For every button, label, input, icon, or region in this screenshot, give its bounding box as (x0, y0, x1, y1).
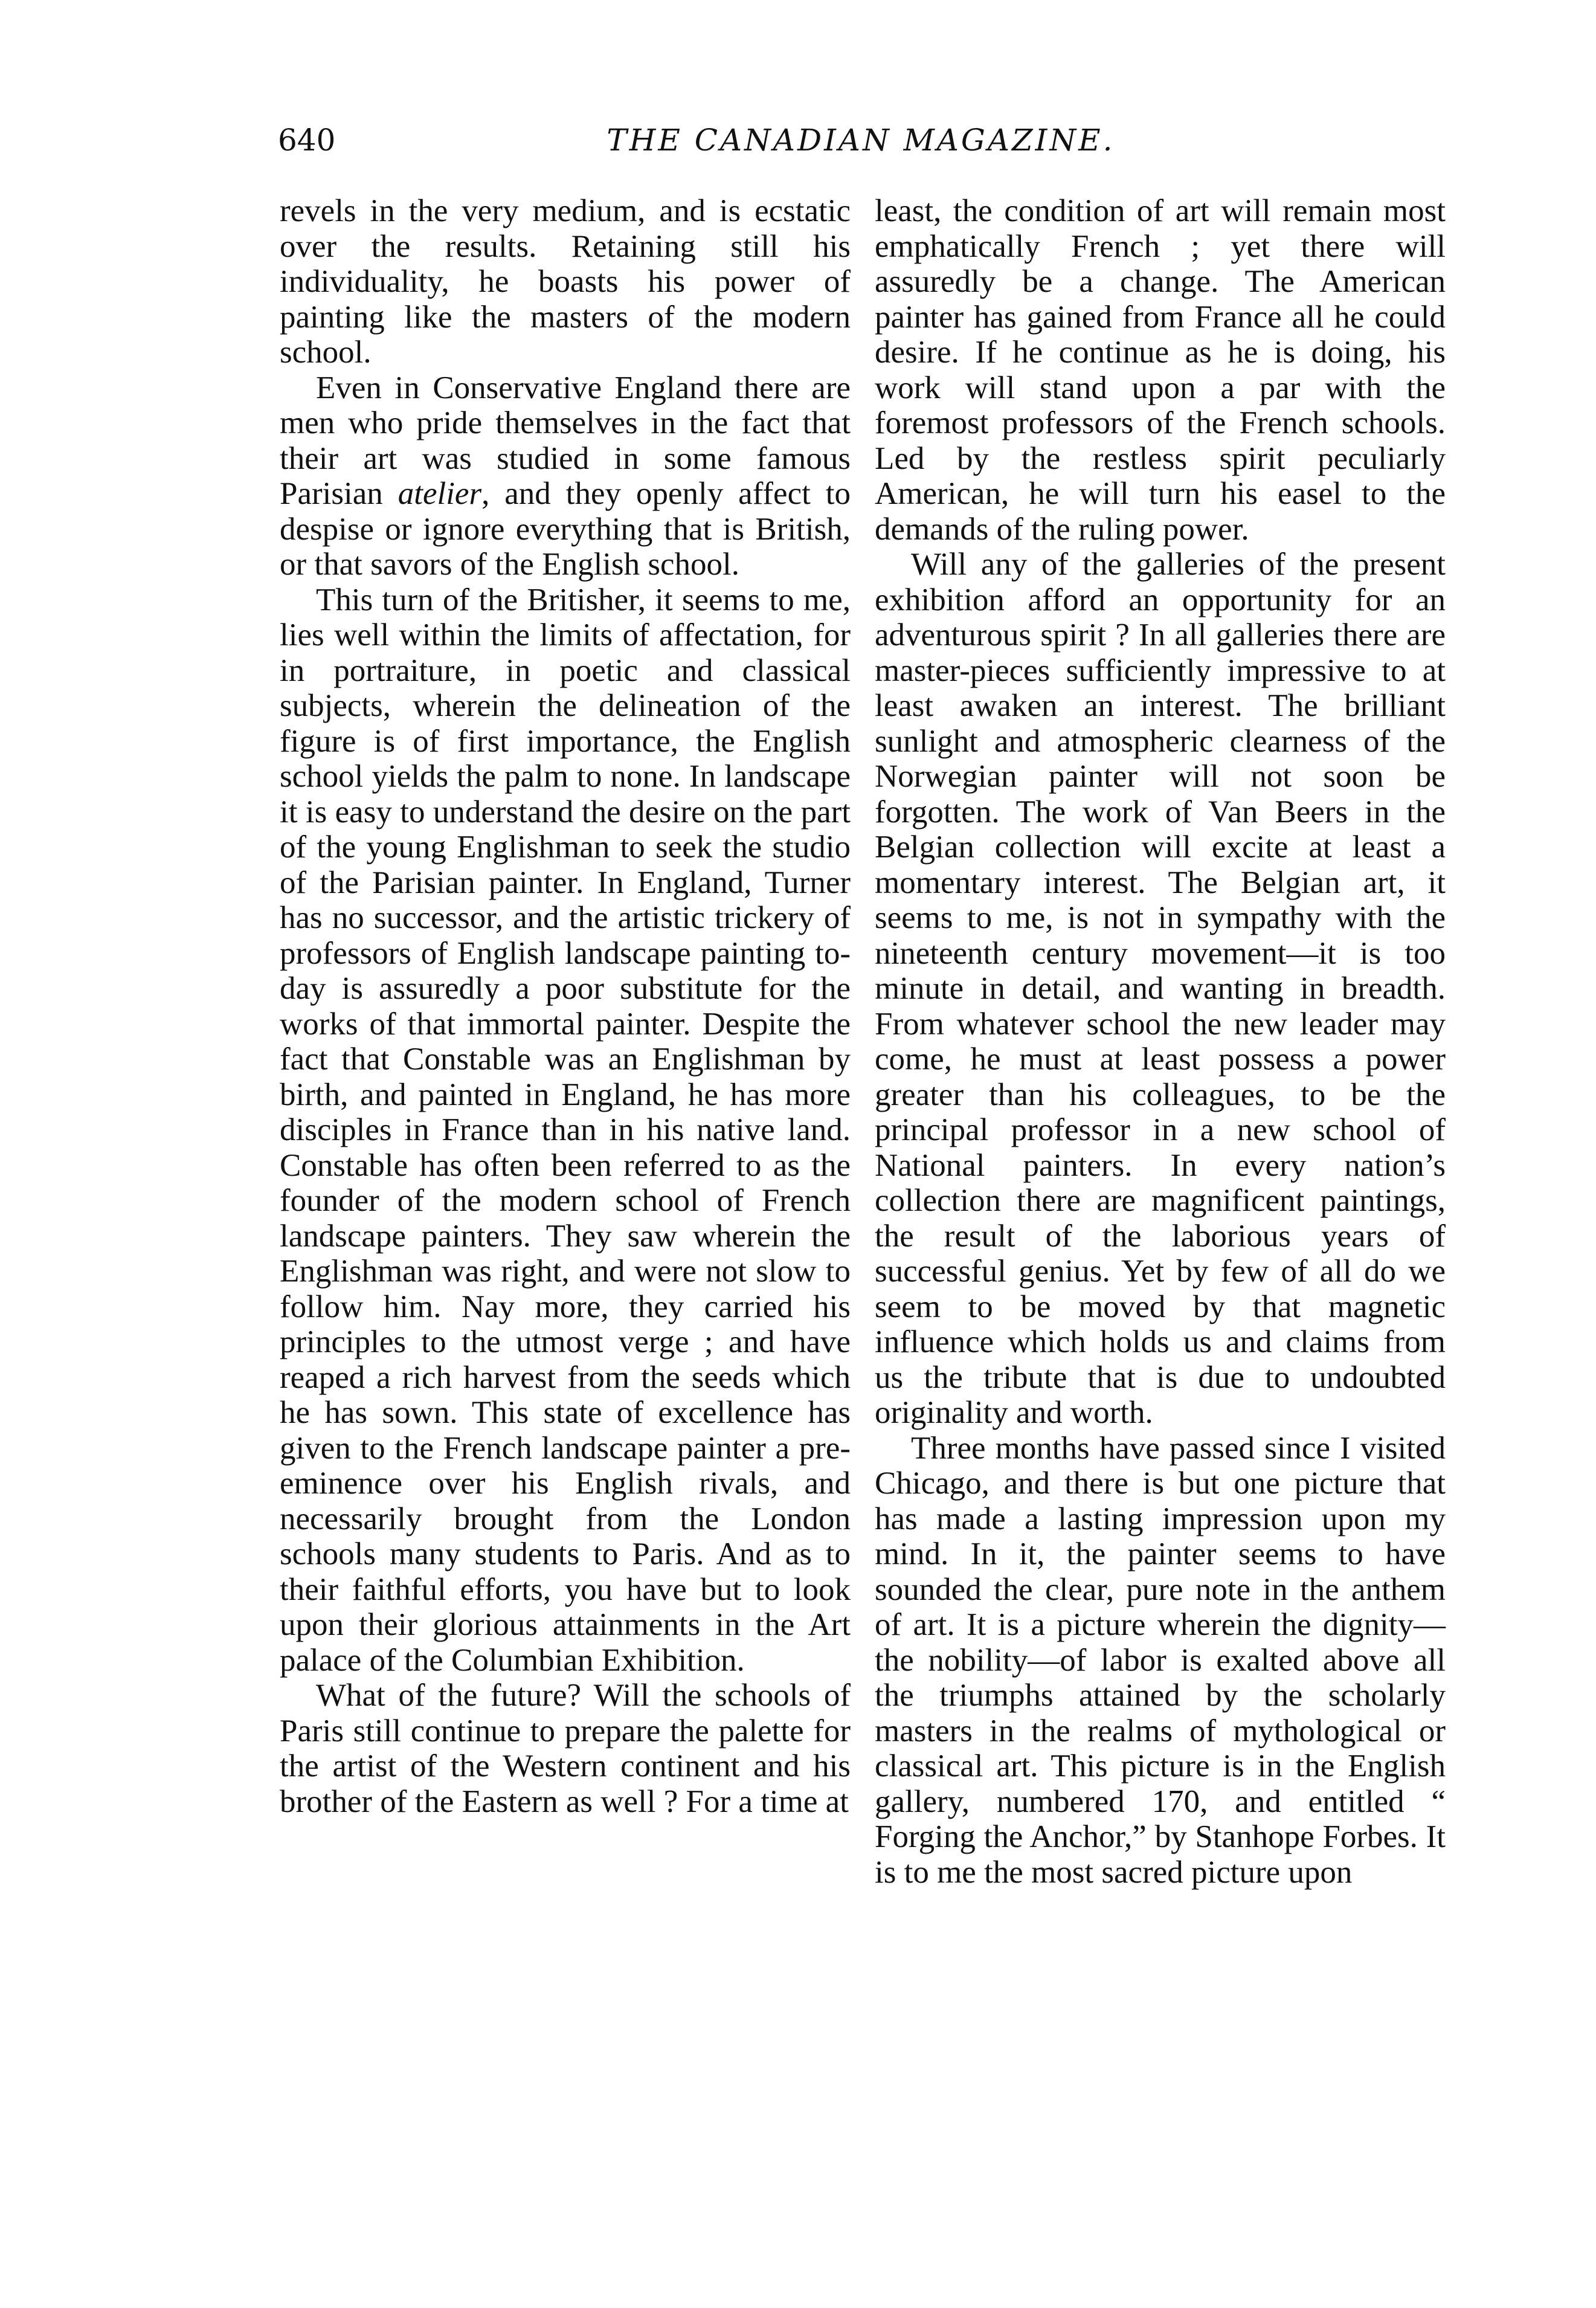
paragraph-text: Even in Conservative England there are men who pride themselves in the fact that their art was studied in some famous Parisian (280, 370, 851, 511)
page-number: 640 (278, 123, 336, 158)
paragraph-text: , and they openly affect to despise or ignore everything that is British, or that savors of the English school. (280, 476, 851, 582)
paragraph: What of the future? Will the schools of Paris still continue to prepare the palette for the artist of the Western continent and his brother of the Eastern as well ? For a time at (280, 1678, 851, 1819)
paragraph: This turn of the Britisher, it seems to me, lies well within the limits of affectation, for in portraiture, in poetic and classical subjects, wherein the delineation of the figure is of first importance, the English school yields the palm to none. In landscape it is easy to understand the desire on the part of the young Englishman to seek the studio of the Parisian painter. In England, Turner has no successor, and the artistic trickery of professors of English landscape painting to-day is assuredly a poor substitute for the works of that immortal painter. Despite the fact that Constable was an Englishman by birth, and painted in England, he has more disciples in France than in his native land. Constable has often been referred to as the founder of the modern school of French landscape painters. They saw wherein the Englishman was right, and were not slow to follow him. Nay more, they carried his principles to the utmost verge ; and have reaped a rich harvest from the seeds which he has sown. This state of excellence has given to the French landscape painter a pre-eminence over his English rivals, and necessarily brought from the London schools many students to Paris. And as to their faithful efforts, you have but to look upon their glorious attainments in the Art palace of the Columbian Exhibition. (280, 582, 851, 1678)
paragraph: Will any of the galleries of the present exhibition afford an opportunity for an adventurous spirit ? In all galleries there are master-pieces sufficiently impressive to at least awaken an interest. The brilliant sunlight and atmospheric clearness of the Norwegian painter will not soon be forgotten. The work of Van Beers in the Belgian collection will excite at least a momentary interest. The Belgian art, it seems to me, is not in sympathy with the nineteenth century movement—it is too minute in detail, and wanting in breadth. From whatever school the new leader may come, he must at least possess a power greater than his colleagues, to be the principal professor in a new school of National painters. In every nation’s collection there are magnificent paintings, the result of the laborious years of successful genius. Yet by few of all do we seem to be moved by that magnetic influence which holds us and claims from us the tribute that is due to undoubted originality and worth. (875, 547, 1446, 1430)
paragraph: Three months have passed since I visited Chicago, and there is but one picture that has made a lasting impression upon my mind. In it, the painter seems to have sounded the clear, pure note in the anthem of art. It is a picture wherein the dignity—the nobility—of labor is exalted above all the triumphs attained by the scholarly masters in the realms of mythological or classical art. This picture is in the English gallery, numbered 170, and entitled “ Forging the Anchor,” by Stanhope Forbes. It is to me the most sacred picture upon (875, 1430, 1446, 1890)
paragraph: revels in the very medium, and is ecstatic over the results. Retaining still his individuality, he boasts his power of painting like the masters of the modern school. (280, 193, 851, 370)
page-header (278, 116, 1444, 164)
paragraph: least, the condition of art will remain most emphatically French ; yet there will assuredly be a change. The American painter has gained from France all he could desire. If he continue as he is doing, his work will stand upon a par with the foremost professors of the French schools. Led by the restless spirit peculiarly American, he will turn his easel to the demands of the ruling power. (875, 193, 1446, 547)
italic-term: atelier (397, 476, 482, 511)
running-title: THE CANADIAN MAGAZINE. (607, 123, 1115, 158)
left-column (280, 193, 851, 1819)
right-column (875, 193, 1446, 1890)
paragraph (280, 370, 851, 582)
